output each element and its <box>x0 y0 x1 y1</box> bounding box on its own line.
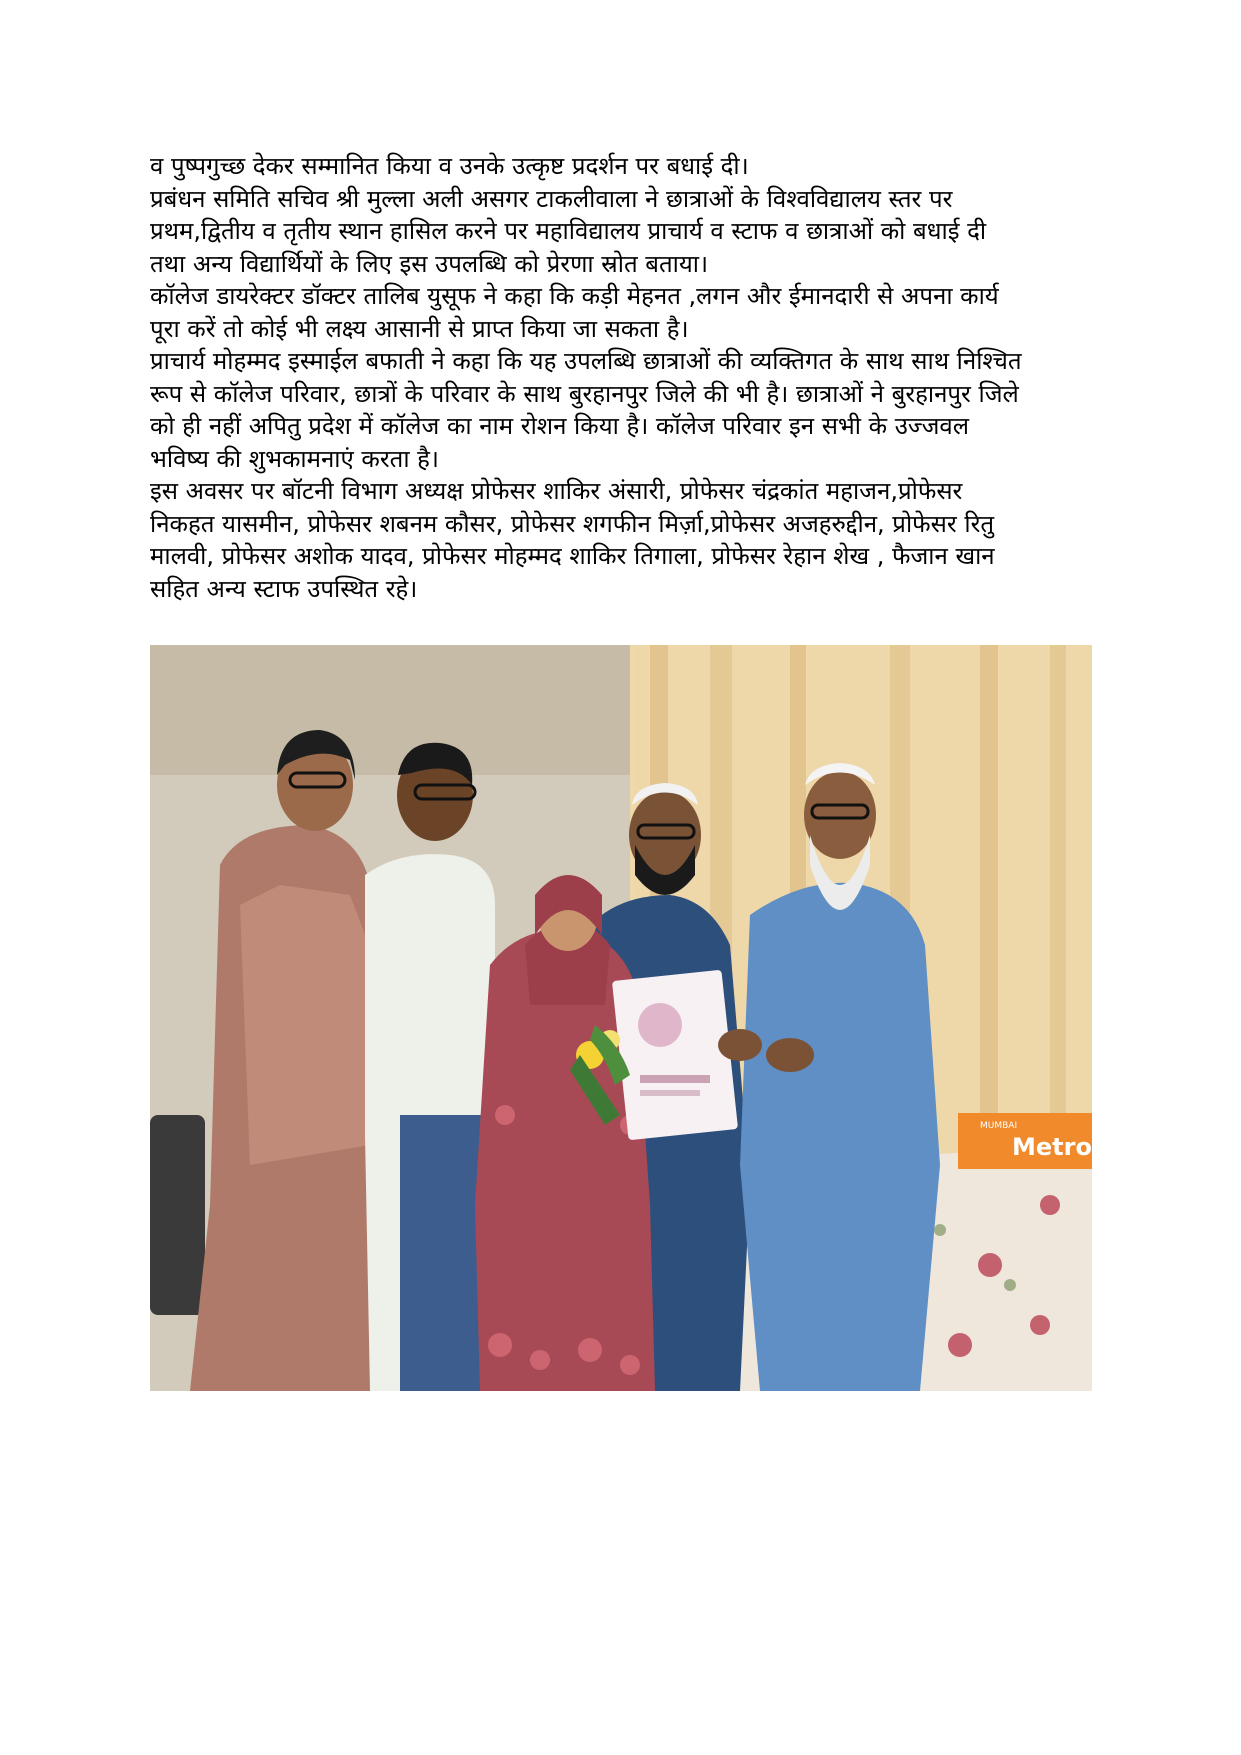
photo-illustration <box>150 645 1092 1391</box>
text-line: प्राचार्य मोहम्मद इस्माईल बफाती ने कहा कि यह उपलब्धि छात्राओं की व्यक्तिगत के साथ साथ निश्चित <box>150 347 1022 375</box>
text-line: मालवी, प्रोफेसर अशोक यादव, प्रोफेसर मोहम्मद शाकिर तिगाला, प्रोफेसर रेहान शेख , फैजान खान <box>150 542 995 570</box>
box-brand-small: MUMBAI <box>980 1121 1018 1131</box>
metro-box <box>958 1113 1092 1169</box>
article-text <box>150 150 1110 605</box>
text-line: सहित अन्य स्टाफ उपस्थित रहे। <box>150 574 418 603</box>
text-line: रूप से कॉलेज परिवार, छात्रों के परिवार के साथ बुरहानपुर जिले की भी है। छात्राओं ने बुरहानपुर जिले <box>150 379 1019 408</box>
text-line: कॉलेज डायरेक्टर डॉक्टर तालिब युसूफ ने कहा कि कड़ी मेहनत ,लगन और ईमानदारी से अपना कार्य <box>150 282 999 310</box>
text-line: प्रबंधन समिति सचिव श्री मुल्ला अली असगर टाकलीवाला ने छात्राओं के विश्वविद्यालय स्तर पर <box>150 184 953 213</box>
text-line: तथा अन्य विद्यार्थियों के लिए इस उपलब्धि को प्रेरणा स्रोत बताया। <box>150 249 709 278</box>
text-line: को ही नहीं अपितु प्रदेश में कॉलेज का नाम रोशन किया है। कॉलेज परिवार इन सभी के उज्जवल <box>150 412 969 440</box>
certificate <box>612 970 738 1141</box>
text-line: भविष्य की शुभकामनाएं करता है। <box>150 444 440 473</box>
box-brand: Metro <box>1012 1133 1092 1161</box>
chair <box>150 1115 205 1315</box>
window-frame <box>150 645 630 775</box>
event-photo <box>150 645 1092 1391</box>
text-line: इस अवसर पर बॉटनी विभाग अध्यक्ष प्रोफेसर शाकिर अंसारी, प्रोफेसर चंद्रकांत महाजन,प्रोफेसर <box>150 477 963 505</box>
text-line: प्रथम,द्वितीय व तृतीय स्थान हासिल करने पर महाविद्यालय प्राचार्य व स्टाफ व छात्राओं को बधाई दी <box>150 217 987 245</box>
text-line: व पुष्पगुच्छ देकर सम्मानित किया व उनके उत्कृष्ट प्रदर्शन पर बधाई दी। <box>150 152 749 180</box>
text-line: निकहत यासमीन, प्रोफेसर शबनम कौसर, प्रोफेसर शगफीन मिर्ज़ा,प्रोफेसर अजहरुद्दीन, प्रोफेसर रितु <box>150 509 995 538</box>
text-line: पूरा करें तो कोई भी लक्ष्य आसानी से प्राप्त किया जा सकता है। <box>150 314 689 343</box>
